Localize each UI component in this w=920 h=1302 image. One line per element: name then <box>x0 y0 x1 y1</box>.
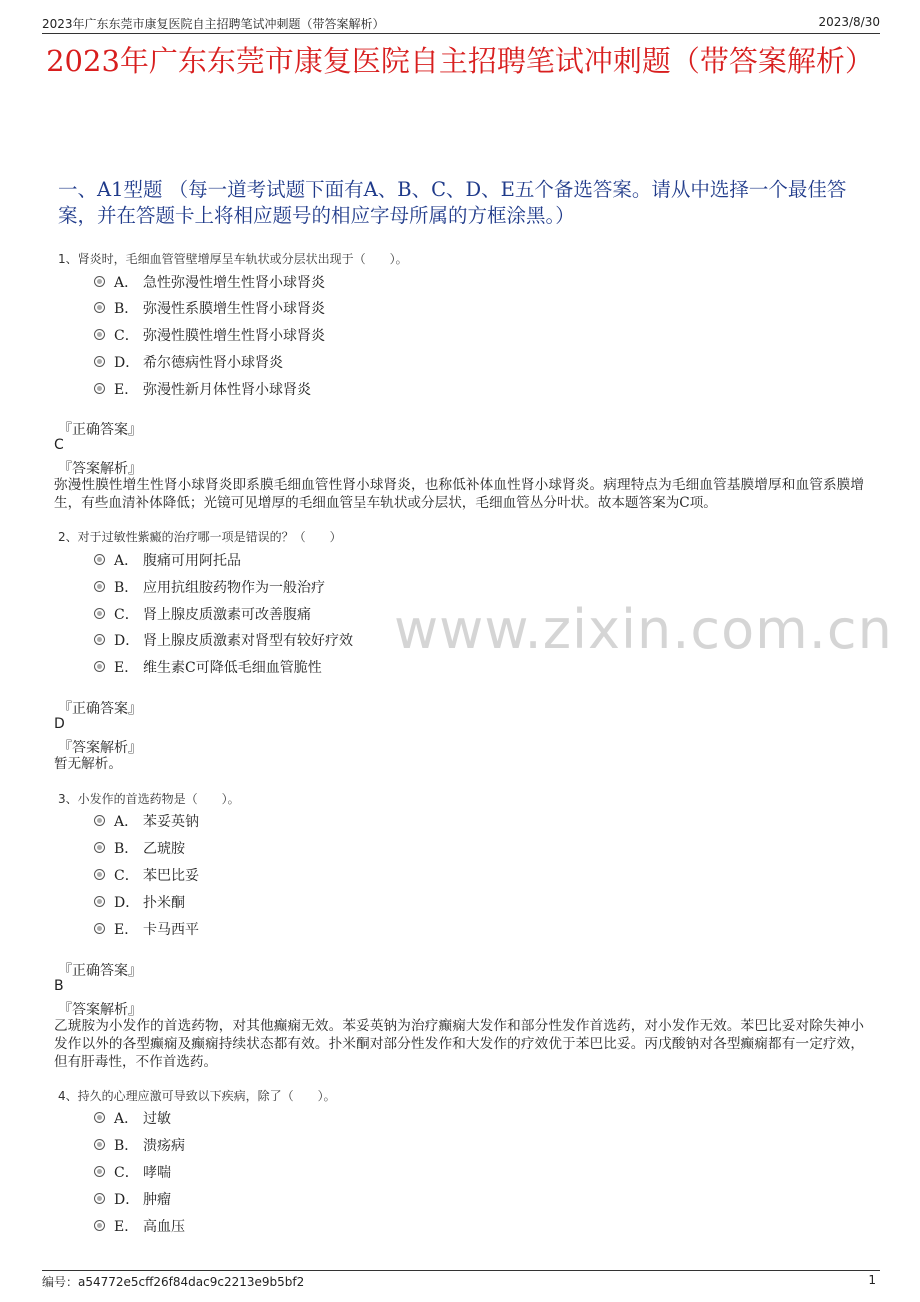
option-letter: A． <box>114 553 139 569</box>
correct-answer-label: 『正确答案』 <box>58 422 142 438</box>
option-letter: B． <box>114 841 139 857</box>
question-stem: 3、小发作的首选药物是（ ）。 <box>58 792 240 806</box>
option-text: 扑米酮 <box>143 895 185 911</box>
option-letter: B． <box>114 580 139 596</box>
radio-button[interactable] <box>94 383 105 394</box>
radio-button[interactable] <box>94 661 105 672</box>
option-letter: E． <box>114 660 139 676</box>
radio-button[interactable] <box>94 554 105 565</box>
watermark: www.zixin.com.cn <box>394 598 893 661</box>
option-text: 弥漫性膜性增生性肾小球肾炎 <box>143 328 325 344</box>
option-letter: E． <box>114 1219 139 1235</box>
option-text: 哮喘 <box>143 1165 171 1181</box>
option-text: 应用抗组胺药物作为一般治疗 <box>143 580 325 596</box>
question-stem: 1、肾炎时，毛细血管管壁增厚呈车轨状或分层状出现于（ ）。 <box>58 252 408 266</box>
correct-answer: B <box>54 978 64 994</box>
radio-button[interactable] <box>94 1112 105 1123</box>
correct-answer-label: 『正确答案』 <box>58 701 142 717</box>
option-text: 弥漫性系膜增生性肾小球肾炎 <box>143 301 325 317</box>
option-text: 溃疡病 <box>143 1138 185 1154</box>
radio-button[interactable] <box>94 896 105 907</box>
option-text: 腹痛可用阿托品 <box>143 553 241 569</box>
option-letter: C． <box>114 1165 139 1181</box>
radio-button[interactable] <box>94 923 105 934</box>
option-text: 高血压 <box>143 1219 185 1235</box>
option-text: 过敏 <box>143 1111 171 1127</box>
option-letter: A． <box>114 814 139 830</box>
option-text: 苯巴比妥 <box>143 868 199 884</box>
option-letter: D． <box>114 633 140 649</box>
answer-explanation: 暂无解析。 <box>54 756 122 772</box>
radio-button[interactable] <box>94 1220 105 1231</box>
correct-answer-label: 『正确答案』 <box>58 963 142 979</box>
option-text: 急性弥漫性增生性肾小球肾炎 <box>143 275 325 291</box>
radio-button[interactable] <box>94 356 105 367</box>
page-number: 1 <box>868 1273 876 1287</box>
option-text: 卡马西平 <box>143 922 199 938</box>
radio-button[interactable] <box>94 869 105 880</box>
option-letter: D． <box>114 1192 140 1208</box>
correct-answer: D <box>54 716 65 732</box>
page-header <box>42 13 880 34</box>
page-footer <box>42 1270 880 1291</box>
question-stem: 2、对于过敏性紫癜的治疗哪一项是错误的？（ ） <box>58 530 342 544</box>
radio-button[interactable] <box>94 302 105 313</box>
radio-button[interactable] <box>94 1166 105 1177</box>
radio-button[interactable] <box>94 581 105 592</box>
option-text: 希尔德病性肾小球肾炎 <box>143 355 283 371</box>
option-letter: B． <box>114 1138 139 1154</box>
radio-button[interactable] <box>94 329 105 340</box>
option-letter: E． <box>114 382 139 398</box>
radio-button[interactable] <box>94 1139 105 1150</box>
analysis-label: 『答案解析』 <box>58 1002 142 1018</box>
answer-explanation: 乙琥胺为小发作的首选药物，对其他癫痫无效。苯妥英钠为治疗癫痫大发作和部分性发作首选药，对小发作无效。苯巴比妥对除失神小发作以外的各型癫痫及癫痫持续状态都有效。扑米酮对部分性发作和大发作的疗效优于苯巴比妥。丙戊酸钠对各型癫痫都有一定疗效，但有肝毒性，不作首选药。 <box>54 1018 864 1070</box>
option-letter: A． <box>114 275 139 291</box>
option-letter: B． <box>114 301 139 317</box>
option-text: 乙琥胺 <box>143 841 185 857</box>
radio-button[interactable] <box>94 842 105 853</box>
section-title: 一、A1型题 （每一道考试题下面有A、B、C、D、E五个备选答案。请从中选择一个最佳答案，并在答题卡上将相应题号的相应字母所属的方框涂黑。） <box>58 178 847 227</box>
header-date: 2023/8/30 <box>818 15 880 29</box>
option-letter: D． <box>114 895 140 911</box>
option-letter: C． <box>114 328 139 344</box>
question-stem: 4、持久的心理应激可导致以下疾病，除了（ ）。 <box>58 1089 336 1103</box>
option-letter: A． <box>114 1111 139 1127</box>
radio-button[interactable] <box>94 815 105 826</box>
answer-explanation: 弥漫性膜性增生性肾小球肾炎即系膜毛细血管性肾小球肾炎，也称低补体血性肾小球肾炎。病理特点为毛细血管基膜增厚和血管系膜增生，有些血清补体降低；光镜可见增厚的毛细血管呈车轨状或分层状，毛细血管丛分叶状。故本题答案为C项。 <box>54 477 864 511</box>
option-text: 肾上腺皮质激素可改善腹痛 <box>143 607 311 623</box>
option-letter: C． <box>114 868 139 884</box>
document-title: 2023年广东东莞市康复医院自主招聘笔试冲刺题（带答案解析） <box>46 44 874 78</box>
option-text: 肾上腺皮质激素对肾型有较好疗效 <box>143 633 353 649</box>
document-code: 编号：a54772e5cff26f84dac9c2213e9b5bf2 <box>42 1275 305 1289</box>
radio-button[interactable] <box>94 608 105 619</box>
analysis-label: 『答案解析』 <box>58 740 142 756</box>
option-text: 肿瘤 <box>143 1192 171 1208</box>
option-text: 苯妥英钠 <box>143 814 199 830</box>
option-text: 维生素C可降低毛细血管脆性 <box>143 660 322 676</box>
correct-answer: C <box>54 437 64 453</box>
option-letter: E． <box>114 922 139 938</box>
analysis-label: 『答案解析』 <box>58 461 142 477</box>
radio-button[interactable] <box>94 276 105 287</box>
header-doc-name: 2023年广东东莞市康复医院自主招聘笔试冲刺题（带答案解析） <box>42 17 385 31</box>
option-letter: D． <box>114 355 140 371</box>
radio-button[interactable] <box>94 634 105 645</box>
option-letter: C． <box>114 607 139 623</box>
option-text: 弥漫性新月体性肾小球肾炎 <box>143 382 311 398</box>
radio-button[interactable] <box>94 1193 105 1204</box>
